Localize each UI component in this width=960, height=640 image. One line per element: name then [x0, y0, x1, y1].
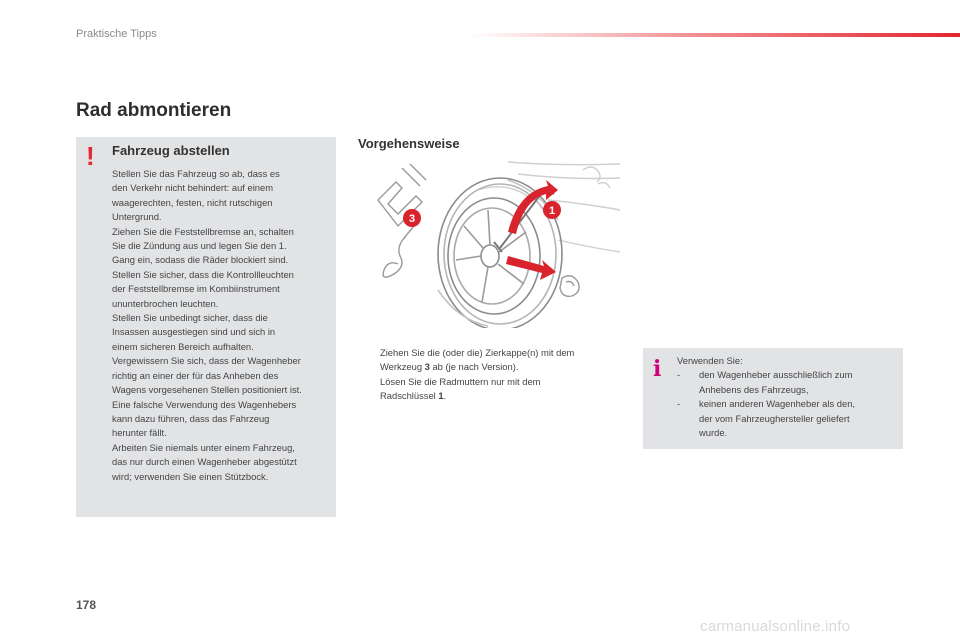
warning-line: ununterbrochen leuchten. — [112, 297, 219, 309]
warning-line: einem sicheren Bereich aufhalten. — [112, 340, 254, 352]
warning-line: Stellen Sie sicher, dass die Kontrollleuchten — [112, 268, 294, 280]
wheel-removal-illustration — [358, 160, 620, 328]
warning-box — [76, 137, 336, 517]
warning-line: Ziehen Sie die Feststellbremse an, schalten — [112, 225, 294, 237]
red-arrows — [506, 180, 558, 280]
info-item: - keinen anderen Wagenheber als den, der vom Fahrzeughersteller geliefert wurde. — [677, 398, 856, 439]
watermark: carmanualsonline.info — [700, 618, 851, 635]
header-accent-line — [470, 33, 960, 37]
tool-number: 3 — [424, 361, 430, 373]
warning-line: Arbeiten Sie niemals unter einem Fahrzeug, — [112, 441, 295, 453]
page-number: 178 — [76, 598, 97, 612]
procedure-step — [358, 375, 628, 404]
info-text — [677, 354, 893, 440]
callout-1-marker — [543, 201, 561, 219]
procedure-steps — [358, 346, 628, 404]
info-icon: i — [653, 356, 662, 382]
info-intro: Verwenden Sie: — [677, 355, 743, 366]
section-label: Praktische Tipps — [76, 28, 157, 40]
warning-line: Stellen Sie das Fahrzeug so ab, dass es — [112, 168, 280, 179]
warning-line: waagerechten, festen, nicht rutschigen — [112, 196, 273, 208]
warning-line: Untergrund. — [112, 211, 162, 223]
warning-line: Gang ein, sodass die Räder blockiert sind. — [112, 254, 289, 266]
dash: - — [677, 398, 681, 410]
wheel-sketch — [438, 178, 562, 328]
warning-line: Eine falsche Verwendung des Wagenhebers — [112, 398, 297, 410]
warning-title: Fahrzeug abstellen — [112, 143, 230, 158]
warning-line: Vergewissern Sie sich, dass der Wagenheber — [112, 355, 301, 367]
callout-3-label: 3 — [408, 213, 416, 225]
warning-line: das nur durch einen Wagenheber abgestützt — [112, 456, 297, 468]
tool-number: 1 — [438, 390, 444, 402]
warning-line: Stellen Sie unbedingt sicher, dass die — [112, 312, 268, 324]
warning-line: kann dazu führen, dass das Fahrzeug — [112, 412, 270, 424]
hubcap-sketch — [560, 276, 579, 297]
warning-line: der Feststellbremse im Kombiinstrument — [112, 283, 280, 295]
warning-line: herunter fällt. — [112, 427, 167, 439]
exclamation-icon: ! — [86, 141, 95, 171]
procedure-title: Vorgehensweise — [358, 136, 460, 151]
warning-line: wird; verwenden Sie einen Stützbock. — [112, 470, 269, 482]
step-line: Lösen Sie die Radmuttern nur mit dem — [380, 375, 541, 387]
warning-line: Wagens vorgesehenen Stellen positioniert ist. — [112, 384, 302, 396]
info-item: - den Wagenheber ausschließlich zum Anhebens des Fahrzeugs, — [677, 369, 853, 395]
step-line: Ziehen Sie die (oder die) Zierkappe(n) mit dem — [380, 347, 575, 358]
callout-1-label: 1 — [548, 205, 556, 217]
warning-line: richtig an einer der für das Anheben des — [112, 369, 279, 381]
warning-line: Sie die Zündung aus und legen Sie den 1. — [112, 240, 287, 252]
step-line: Radschlüssel 1. — [380, 390, 447, 402]
warning-line: den Verkehr nicht behindert: auf einem — [112, 182, 274, 194]
callout-3-marker — [403, 209, 421, 227]
dash: - — [677, 369, 681, 381]
procedure-step — [358, 346, 628, 375]
info-box — [643, 348, 903, 449]
step-line: Werkzeug 3 ab (je nach Version). — [380, 361, 519, 373]
warning-line: Insassen ausgestiegen sind und sich in — [112, 326, 276, 338]
page-title: Rad abmontieren — [76, 100, 232, 121]
warning-text — [112, 167, 326, 484]
